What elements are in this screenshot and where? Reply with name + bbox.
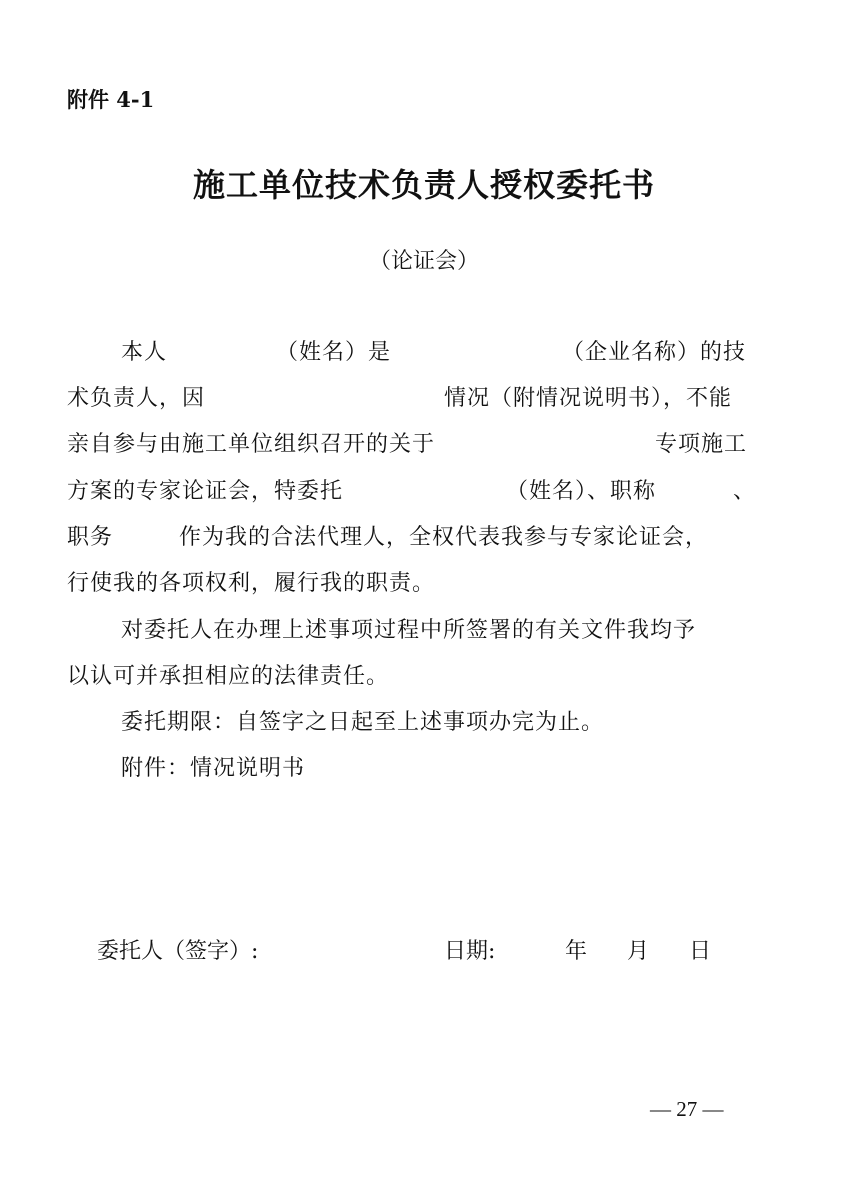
body-text: 职务 [67,525,114,550]
attachment-label: 附件 4-1 [67,87,155,112]
principal-signature-label: 委托人（签字）: [97,939,259,964]
body-text: 对委托人在办理上述事项过程中所签署的有关文件我均予 [121,618,697,643]
body-text: 附件：情况说明书 [121,756,306,781]
body-text: （企业名称）的技 [562,340,747,365]
body-text: 作为我的合法代理人，全权代表我参与专家论证会， [179,525,709,550]
page-number: — 27 — [650,1097,724,1121]
date-label: 日期: [444,939,496,964]
body-text: 、 [733,479,757,504]
date-month: 月 [627,939,650,964]
body-text: 行使我的各项权利，履行我的职责。 [67,571,436,596]
body-text: 以认可并承担相应的法律责任。 [67,664,390,689]
body-text: 委托期限：自签字之日起至上述事项办完为止。 [121,710,605,735]
document-title: 施工单位技术负责人授权委托书 [192,166,655,204]
body-text: 亲自参与由施工单位组织召开的关于 [67,432,436,457]
body-text: 情况（附情况说明书），不能 [444,386,733,411]
body-text: 方案的专家论证会，特委托 [67,479,344,504]
date-year: 年 [565,939,588,964]
date-day: 日 [689,939,712,964]
body-text: 术负责人，因 [67,386,206,411]
document-subtitle: （论证会） [368,249,479,274]
body-text: 专项施工 [655,432,748,457]
body-text: （姓名）、职称 [506,479,657,504]
body-text: （姓名）是 [276,340,392,365]
body-text: 本人 [121,340,168,365]
